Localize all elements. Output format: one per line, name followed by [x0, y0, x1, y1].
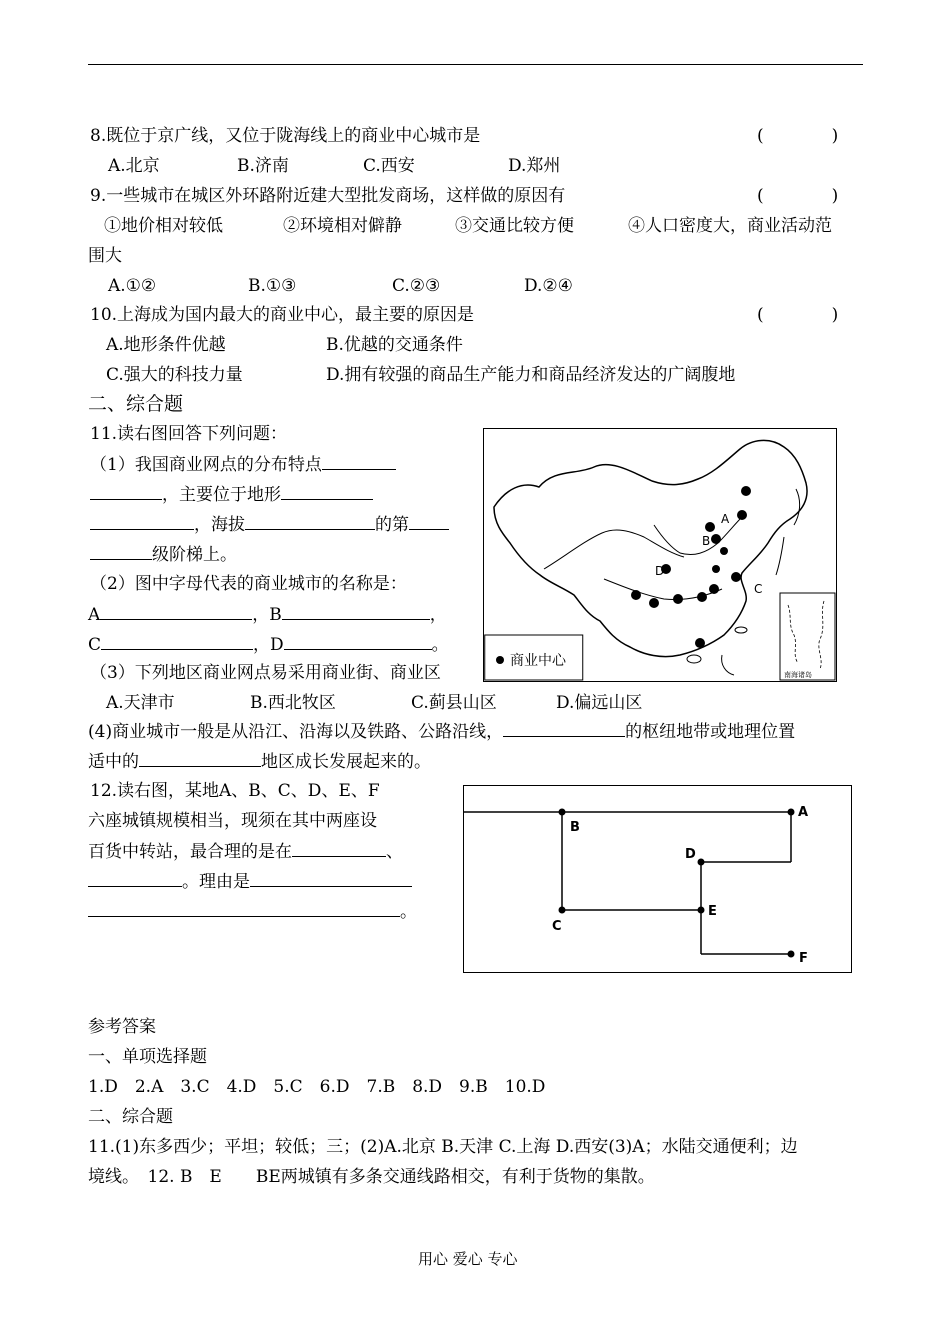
town-e — [698, 907, 705, 914]
top-rule — [88, 64, 863, 65]
q12-line3 — [88, 840, 403, 863]
answers-title: 参考答案 — [88, 1017, 156, 1037]
blank[interactable] — [503, 720, 625, 737]
town-label-d: D — [685, 847, 696, 862]
town-network-diagram — [463, 785, 852, 973]
q11-part4-text-a: (4)商业城市一般是从沿江、沿海以及铁路、公路沿线， — [88, 722, 504, 742]
blank[interactable] — [101, 633, 253, 650]
town-c — [559, 907, 566, 914]
legend-label: 商业中心 — [510, 653, 566, 669]
q8-option-d: D.郑州 — [508, 156, 561, 176]
china-outline — [494, 440, 807, 656]
q12-line2: 六座城镇规模相当，现须在其中两座设 — [88, 811, 377, 831]
q12-line4 — [88, 870, 412, 893]
punct: ， — [429, 605, 447, 625]
punct: 。 — [431, 635, 449, 655]
q9-item-4-cont: 围大 — [88, 246, 122, 266]
town-label-f: F — [799, 951, 808, 966]
q9-option-b: B.①③ — [248, 276, 297, 296]
q11-part4-text-b: 的枢纽地带或地理位置 — [625, 722, 796, 742]
label-a: A — [88, 605, 101, 625]
commerce-dot — [741, 486, 751, 496]
q11-part2-text: （2）图中字母代表的商业城市的名称是： — [90, 574, 407, 594]
section-2-heading: 二、综合题 — [88, 393, 184, 415]
blank[interactable] — [409, 513, 449, 530]
q12-text-reason: 。理由是 — [182, 872, 250, 892]
blank[interactable] — [322, 453, 396, 470]
q8-option-b: B.济南 — [237, 156, 289, 176]
blank[interactable] — [282, 603, 430, 620]
commerce-dot — [697, 592, 707, 602]
q10-stem: 10.上海成为国内最大的商业中心，最主要的原因是 — [90, 305, 475, 325]
answers-q11-cont: 境线。 12. B E BE两城镇有多条交通线路相交，有利于货物的集散。 — [88, 1167, 655, 1187]
q11-part4-text-c: 适中的 — [88, 752, 139, 772]
blank[interactable] — [139, 750, 261, 767]
answers-section-2: 二、综合题 — [88, 1107, 173, 1127]
label-b: ，B — [252, 605, 282, 625]
q11-part1-text-d: 的第 — [375, 515, 409, 535]
q12-line5 — [88, 900, 417, 923]
coast-line — [722, 655, 734, 675]
commerce-dot — [709, 584, 719, 594]
q12-line1: 12.读右图，某地A、B、C、D、E、F — [90, 781, 380, 801]
punct: 、 — [386, 842, 403, 862]
commerce-dot — [649, 598, 659, 608]
commerce-dot — [705, 522, 715, 532]
q9-option-d: D.②④ — [524, 276, 573, 296]
q9-item-1: ①地价相对较低 — [104, 216, 223, 236]
commerce-dot — [631, 590, 641, 600]
blank[interactable] — [100, 603, 252, 620]
q11-part1-line1 — [90, 453, 396, 476]
map-label-d: D — [655, 564, 665, 578]
q11-part2-ab — [88, 603, 447, 626]
blank[interactable] — [90, 543, 152, 560]
page-footer: 用心 爱心 专心 — [418, 1250, 518, 1268]
map-label-b: B — [702, 534, 711, 548]
town-label-c: C — [552, 919, 562, 934]
commerce-dot — [695, 638, 705, 648]
commerce-dot — [673, 594, 683, 604]
inset-caption: 南海诸岛 — [784, 671, 812, 679]
q9-item-3: ③交通比较方便 — [455, 216, 574, 236]
q11-part3-option-a: A.天津市 — [106, 693, 175, 713]
q10-option-d: D.拥有较强的商品生产能力和商品经济发达的广阔腹地 — [326, 365, 736, 385]
diagram-svg — [464, 786, 851, 972]
town-label-e: E — [708, 904, 717, 919]
town-label-b: B — [570, 820, 580, 835]
blank[interactable] — [88, 870, 182, 887]
label-d: ，D — [253, 635, 284, 655]
commerce-dot — [731, 572, 741, 582]
answers-section-1-keys: 1.D 2.A 3.C 4.D 5.C 6.D 7.B 8.D 9.B 10.D — [88, 1077, 546, 1097]
coast-line — [776, 537, 784, 575]
map-svg — [484, 429, 836, 681]
coast-line — [794, 489, 800, 525]
punct: 。 — [400, 902, 417, 922]
blank[interactable] — [250, 870, 412, 887]
q11-part1-line3 — [90, 513, 449, 536]
q9-answer-paren: ( ) — [757, 186, 839, 206]
commerce-dot — [712, 565, 720, 573]
q10-option-b: B.优越的交通条件 — [326, 335, 463, 355]
blank[interactable] — [245, 513, 375, 530]
q8-option-c: C.西安 — [363, 156, 415, 176]
blank[interactable] — [90, 513, 194, 530]
q8-option-a: A.北京 — [108, 156, 160, 176]
q9-stem: 9.一些城市在城区外环路附近建大型批发商场，这样做的原因有 — [90, 186, 566, 206]
q11-part3-option-b: B.西北牧区 — [250, 693, 336, 713]
q11-title: 11.读右图回答下列问题： — [90, 424, 288, 444]
legend-dot — [496, 656, 504, 664]
q11-part1-text-e: 级阶梯上。 — [152, 545, 237, 565]
blank[interactable] — [88, 900, 400, 917]
china-commerce-map — [483, 428, 837, 682]
q10-answer-paren: ( ) — [757, 305, 839, 325]
q11-part3-option-d: D.偏远山区 — [556, 693, 643, 713]
q11-part3-option-c: C.蓟县山区 — [411, 693, 497, 713]
q11-part4-text-d: 地区成长发展起来的。 — [261, 752, 431, 772]
q12-text-c: 百货中转站，最合理的是在 — [88, 842, 292, 862]
q9-option-a: A.①② — [108, 276, 157, 296]
q8-answer-paren: ( ) — [757, 126, 839, 146]
commerce-dot — [711, 534, 721, 544]
q11-part2-cd — [88, 633, 449, 656]
q11-part1-text-b: ，主要位于地形 — [162, 485, 281, 505]
q11-part4-line1 — [88, 720, 795, 743]
label-c: C — [88, 635, 102, 655]
hainan-island — [687, 655, 701, 663]
q9-option-c: C.②③ — [392, 276, 441, 296]
town-label-a: A — [798, 805, 809, 820]
q10-option-a: A.地形条件优越 — [106, 335, 226, 355]
town-a — [788, 809, 795, 816]
q8-stem: 8.既位于京广线，又位于陇海线上的商业中心城市是 — [90, 126, 481, 146]
town-b — [559, 809, 566, 816]
q11-part3-text: （3）下列地区商业网点易采用商业街、商业区 — [90, 663, 441, 683]
commerce-dot — [737, 510, 747, 520]
q9-item-4: ④人口密度大，商业活动范 — [628, 216, 832, 236]
answers-q11: 11.(1)东多西少；平坦；较低；三；(2)A.北京 B.天津 C.上海 D.西安(3)A；水陆交通便利；边 — [88, 1137, 798, 1157]
q11-part1-text-a: （1）我国商业网点的分布特点 — [90, 455, 322, 475]
q11-part1-text-c: ，海拔 — [194, 515, 245, 535]
map-label-c: C — [754, 582, 763, 596]
town-d — [698, 859, 705, 866]
town-f — [788, 951, 795, 958]
q11-part4-line2 — [88, 750, 431, 773]
blank[interactable] — [90, 483, 162, 500]
q11-part1-line2 — [90, 483, 373, 506]
blank[interactable] — [281, 483, 373, 500]
q10-option-c: C.强大的科技力量 — [106, 365, 243, 385]
answers-section-1: 一、单项选择题 — [88, 1047, 207, 1067]
taiwan-island — [735, 627, 747, 633]
commerce-dot — [720, 547, 728, 555]
blank[interactable] — [284, 633, 432, 650]
q11-part1-line4 — [90, 543, 237, 566]
map-label-a: A — [721, 512, 730, 526]
blank[interactable] — [292, 840, 386, 857]
q9-item-2: ②环境相对僻静 — [283, 216, 402, 236]
